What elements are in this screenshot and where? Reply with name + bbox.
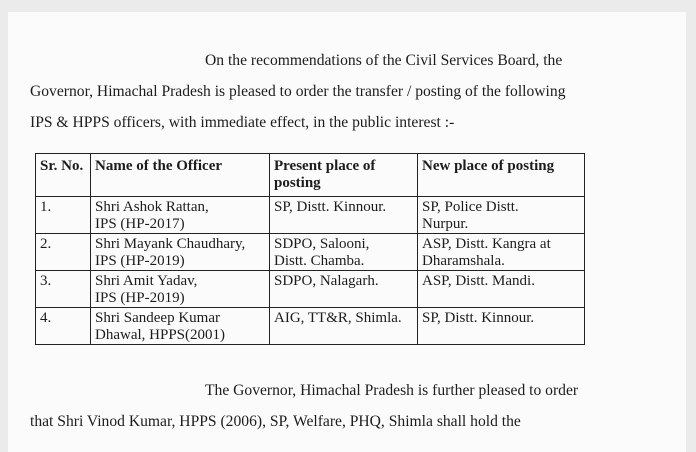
officer-name-cell: Shri Amit Yadav, IPS (HP-2019): [91, 271, 270, 308]
present-posting-cell: AIG, TT&R, Shimla.: [270, 308, 418, 345]
table-row: [36, 271, 585, 308]
new-posting-cell: ASP, Distt. Kangra at Dharamshala.: [418, 234, 585, 271]
intro-line-3: IPS & HPPS officers, with immediate effect, in the public interest :-: [30, 114, 455, 131]
officer-name-cell: Shri Sandeep Kumar Dhawal, HPPS(2001): [91, 308, 270, 345]
officer-name-cell: Shri Mayank Chaudhary, IPS (HP-2019): [91, 234, 270, 271]
intro-line-1: On the recommendations of the Civil Services Board, the: [205, 52, 563, 69]
sr-no-cell: 2.: [36, 234, 91, 271]
intro-paragraph: [30, 45, 566, 138]
further-order-paragraph: [30, 375, 578, 437]
sr-no-cell: 3.: [36, 271, 91, 308]
new-posting-cell: SP, Police Distt. Nurpur.: [418, 197, 585, 234]
present-posting-cell: SP, Distt. Kinnour.: [270, 197, 418, 234]
table-row: [36, 234, 585, 271]
new-posting-cell: ASP, Distt. Mandi.: [418, 271, 585, 308]
present-posting-cell: SDPO, Nalagarh.: [270, 271, 418, 308]
header-present-posting: Present place of posting: [270, 154, 418, 197]
header-officer-name: Name of the Officer: [91, 154, 270, 197]
present-posting-cell: SDPO, Salooni, Distt. Chamba.: [270, 234, 418, 271]
further-line-1: The Governor, Himachal Pradesh is further pleased to order: [205, 382, 579, 399]
sr-no-cell: 1.: [36, 197, 91, 234]
header-sr-no: Sr. No.: [36, 154, 91, 197]
transfer-table: [35, 153, 585, 345]
sr-no-cell: 4.: [36, 308, 91, 345]
header-new-posting: New place of posting: [418, 154, 585, 197]
intro-line-2: Governor, Himachal Pradesh is pleased to order the transfer / posting of the following: [30, 83, 566, 100]
officer-name-cell: Shri Ashok Rattan, IPS (HP-2017): [91, 197, 270, 234]
table-row: [36, 308, 585, 345]
document-page: [8, 12, 686, 452]
table-header-row: [36, 154, 585, 197]
further-line-2: that Shri Vinod Kumar, HPPS (2006), SP, Welfare, PHQ, Shimla shall hold the: [30, 413, 521, 430]
table-row: [36, 197, 585, 234]
new-posting-cell: SP, Distt. Kinnour.: [418, 308, 585, 345]
